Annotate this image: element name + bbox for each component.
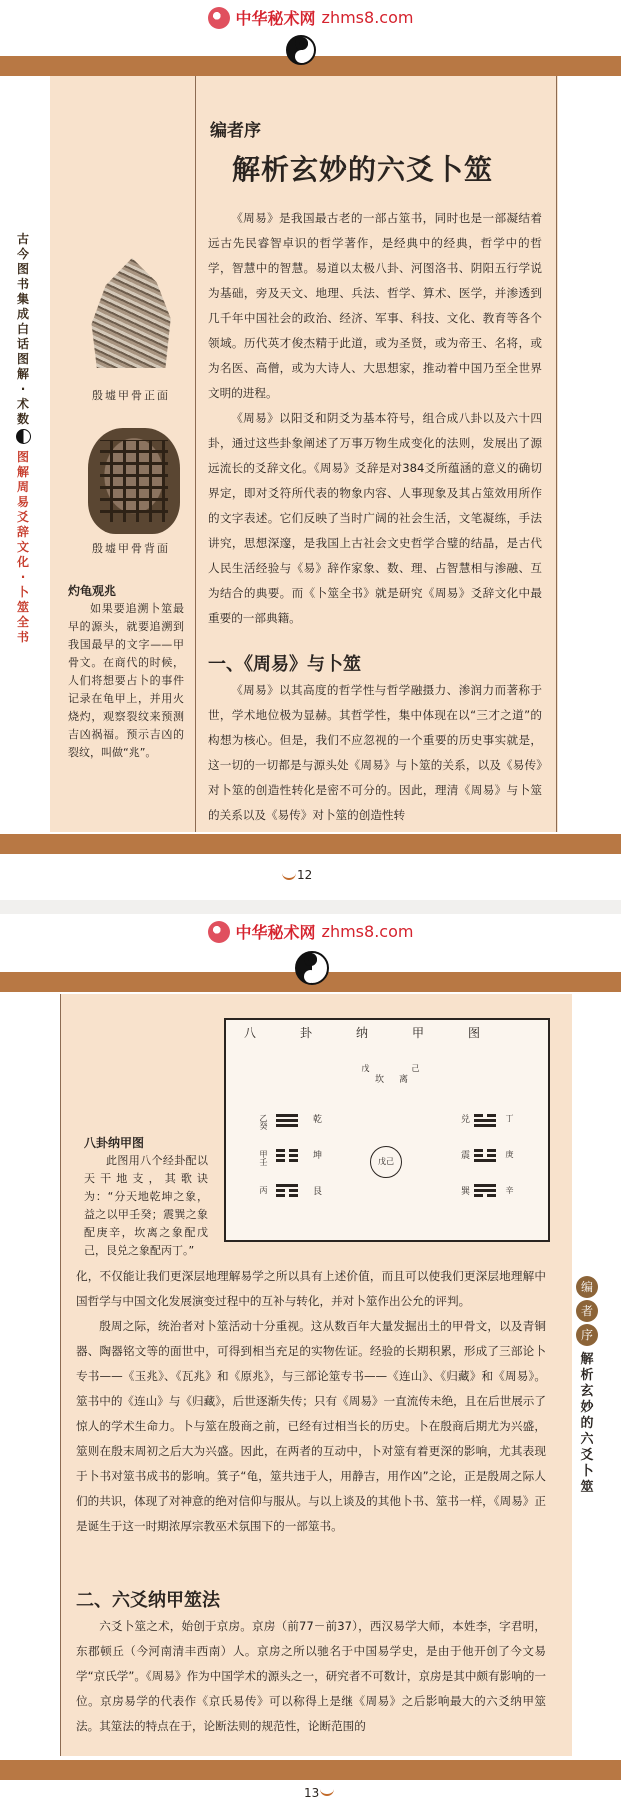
- site-url[interactable]: zhms8.com: [321, 922, 414, 941]
- right-border: [556, 76, 557, 832]
- site-url[interactable]: zhms8.com: [321, 8, 414, 27]
- page-12: [0, 0, 621, 900]
- diagram-stem-label: 辛: [505, 1186, 514, 1194]
- site-name: 中华秘术网: [235, 923, 316, 942]
- side-note-text: 如果要追溯卜筮最早的源头，就要追溯到我国最早的文字——甲骨文。在商代的时候，人们将想要占卜的事件记录在龟甲上，并用火烧灼，观察裂纹来预测吉凶祸福。预示吉凶的裂纹，叫做“兆”。: [68, 602, 184, 759]
- chapter-title-vertical: [578, 1352, 596, 1496]
- series-char: 集: [16, 292, 29, 306]
- series-char: 书: [16, 277, 29, 291]
- left-border: [60, 994, 61, 1756]
- column-divider: [195, 76, 196, 832]
- diagram-stem-label: 戊: [361, 1064, 370, 1072]
- trigram-zhen-icon: [474, 1149, 496, 1164]
- preface-body: [208, 206, 542, 631]
- preface-kicker: 编者序: [210, 121, 261, 141]
- chapter-title-char: 爻: [580, 1448, 594, 1463]
- continued-body: [76, 1264, 546, 1539]
- chapter-title-char: 妙: [580, 1400, 594, 1415]
- site-header: [0, 920, 621, 950]
- series-accent-char: 辞: [16, 525, 29, 539]
- yinyang-icon: [286, 35, 316, 65]
- series-accent-char: 周: [16, 480, 29, 494]
- series-char: 古: [16, 232, 29, 246]
- diagram-header: 八卦纳甲图: [244, 1026, 525, 1040]
- paragraph: 六爻卜筮之术，始创于京房。京房（前77－前37），西汉易学大师，本姓李，字君明，东郡顿丘（今河南清丰西南）人。京房之所以驰名于中国易学史，是由于他开创了今文易学“京氏学”。《周易》作为中国学术的源头之一，研究者不可数计，京房是其中颇有影响的一位。京房易学的代表作《京氏易传》可以称得上是继《周易》之后影响最大的六爻纳甲筮法。其筮法的特点在于，论断法则的规范性，论断范围的: [76, 1619, 546, 1733]
- trigram-xun-icon: [474, 1184, 496, 1199]
- series-accent-char: 文: [16, 540, 29, 554]
- chapter-title-char: 六: [580, 1432, 594, 1447]
- diagram-stem-label: 庚: [505, 1150, 514, 1158]
- section-title: 二、六爻纳甲筮法: [76, 1590, 220, 1611]
- chapter-title-char: 解: [580, 1352, 594, 1367]
- series-accent-char: 图: [16, 450, 29, 464]
- diagram-center: 戊己: [370, 1146, 402, 1178]
- preface-badge: 序: [576, 1324, 598, 1346]
- series-accent-char: 卜: [16, 585, 29, 599]
- page-number: 13: [304, 1786, 320, 1800]
- site-logo-icon: [208, 921, 230, 943]
- site-header: [0, 6, 621, 36]
- series-accent-char: 易: [16, 495, 29, 509]
- trigram-dui-icon: [474, 1114, 496, 1129]
- section-title: 一、《周易》与卜筮: [208, 654, 361, 675]
- series-accent-char: ·: [20, 570, 26, 584]
- bottom-band: [0, 834, 621, 854]
- trigram-label: 坎: [373, 1074, 383, 1083]
- page-title: 解析玄妙的六爻卜筮: [232, 153, 494, 186]
- series-accent-char: 全: [16, 615, 29, 629]
- caption-back: 殷墟甲骨背面: [92, 542, 170, 555]
- diagram-caption-title: 八卦纳甲图: [84, 1136, 145, 1150]
- side-note-title: 灼龟观兆: [68, 584, 117, 598]
- chapter-title-char: 筮: [580, 1480, 594, 1495]
- paragraph: 《周易》是我国最古老的一部占筮书，同时也是一部凝结着远古先民睿智卓识的哲学著作，是经典中的经典，哲学中的哲学，智慧中的智慧。易道以太极八卦、河图洛书、阴阳五行学说为基础，旁及天文、地理、兵法、哲学、算术、医学，并渗透到几千年中国社会的政治、经济、军事、科技、文化、教育等各个领域。历代英才俊杰精于此道，或为圣贤，或为帝王、名将，或为名医、高僧，或为大诗人、大思想家，推动着中国乃至全世界文明的进程。: [208, 211, 542, 400]
- chapter-title-char: 析: [580, 1368, 594, 1383]
- diagram-stem-label: 丁: [505, 1114, 514, 1122]
- caption-front: 殷墟甲骨正面: [92, 389, 170, 402]
- series-char: ·: [20, 382, 26, 396]
- trigram-label: 离: [397, 1074, 407, 1083]
- series-char: 图: [16, 352, 29, 366]
- diagram-stem-label: 己: [411, 1064, 420, 1072]
- series-char: 成: [16, 307, 29, 321]
- page-ornament-icon: [282, 870, 296, 880]
- trigram-label: 坤: [311, 1150, 321, 1159]
- section-body: [208, 678, 542, 828]
- chapter-title-char: 的: [580, 1416, 594, 1431]
- paragraph: 《周易》以阳爻和阴爻为基本符号，组合成八卦以及六十四卦，通过这些卦象阐述了万事万物生成变化的法则，发展出了源远流长的爻辞文化。《周易》爻辞是对384爻所蕴涵的意义的确切界定，即对爻符所代表的物象内容、人事现象及其占筮效用所作的文字表述。它们反映了当时广阔的社会生活，文笔凝练，手法讲究，思想深邃，是我国上古社会文史哲学合璧的结晶，是古代人民生活经验与《易》辞作家象、数、理、占智慧相与渗融、互为结合的典要。而《卜筮全书》就是研究《周易》爻辞文化中最重要的一部典籍。: [208, 411, 542, 625]
- site-name: 中华秘术网: [235, 9, 316, 28]
- small-yinyang-icon: [16, 429, 31, 444]
- preface-badge: 编: [576, 1276, 598, 1298]
- diagram-stem-label: 甲壬: [259, 1150, 268, 1166]
- series-accent-char: 爻: [16, 510, 29, 524]
- trigram-label: 乾: [311, 1114, 321, 1123]
- paragraph: 《周易》以其高度的哲学性与哲学融摄力、渗润力而著称于世，学术地位极为显赫。其哲学性，集中体现在以“三才之道”的构想为核心。但是，我们不应忽视的一个重要的历史事实就是，这一切的一切都是与源头处《周易》与卜筮的关系，以及《易传》对卜筮的创造性转化是密不可分的。因此，理清《周易》与卜筮的关系以及《易传》对卜筮的创造性转: [208, 683, 542, 822]
- section-body: [76, 1614, 546, 1739]
- diagram-caption-text: 此图用八个经卦配以天干地支，其歌诀为：“分天地乾坤之象，益之以甲壬癸；震巽之象配庚辛，坎离之象配戊己，艮兑之象配丙丁。”: [84, 1154, 208, 1257]
- diagram-stem-label: 乙癸: [259, 1114, 268, 1130]
- najia-diagram: [224, 1018, 550, 1242]
- series-char: 数: [16, 412, 29, 426]
- page-ornament-icon: [320, 1786, 334, 1796]
- trigram-label: 震: [459, 1150, 469, 1159]
- bottom-band: [0, 1760, 621, 1780]
- chapter-title-char: 玄: [580, 1384, 594, 1399]
- trigram-kun-icon: [276, 1149, 298, 1164]
- paragraph: 化，不仅能让我们更深层地理解易学之所以具有上述价值，而且可以使我们更深层地理解中国哲学与中国文化发展演变过程中的互补与转化，并对卜筮作出公允的评判。: [76, 1269, 546, 1308]
- site-logo-icon: [208, 7, 230, 29]
- series-char: 图: [16, 262, 29, 276]
- series-char: 白: [16, 322, 29, 336]
- series-accent-char: 书: [16, 630, 29, 644]
- series-char: 解: [16, 367, 29, 381]
- series-char: 今: [16, 247, 29, 261]
- oracle-bone-back-image: [88, 428, 180, 534]
- trigram-label: 艮: [311, 1186, 321, 1195]
- chapter-title-char: 卜: [580, 1464, 594, 1479]
- diagram-stem-label: 丙: [259, 1186, 268, 1194]
- bagua-yinyang-icon: [295, 951, 329, 985]
- paragraph: 殷周之际，统治者对卜筮活动十分重视。这从数百年大量发掘出土的甲骨文，以及青铜器、陶器铭文等的面世中，可得到相当充足的实物佐证。经验的长期积累，形成了三部论卜专书——《玉兆》、《瓦兆》和《原兆》，与三部论筮专书——《连山》、《归藏》和《周易》。筮书中的《连山》与《归藏》，后世逐渐失传；只有《周易》一直流传未绝，且在后世展示了惊人的学术生命力。卜与筮在殷商之前，已经有过相当长的历史。卜在殷商后期尤为兴盛，筮则在殷末周初之后大为兴盛。因此，在两者的互动中，卜对筮有着更深的影响，尤其表现于卜书对筮书成书的影响。箕子“龟，筮共违于人，用静吉，用作凶”之论，正是殷周之际人们的共识，体现了对神意的绝对信仰与服从。与以上谈及的其他卜书、筮书一样，《周易》正是诞生于这一时期浓厚宗教巫术氛围下的一部筮书。: [76, 1319, 546, 1533]
- series-title-vertical: [14, 232, 32, 645]
- trigram-gen-icon: [276, 1184, 298, 1199]
- series-accent-char: 解: [16, 465, 29, 479]
- series-accent-char: 化: [16, 555, 29, 569]
- preface-badge: 者: [576, 1300, 598, 1322]
- page-13: [0, 914, 621, 1804]
- series-char: 话: [16, 337, 29, 351]
- trigram-label: 兑: [459, 1114, 469, 1123]
- page-number: 12: [297, 868, 313, 882]
- series-accent-char: 筮: [16, 600, 29, 614]
- trigram-label: 巽: [459, 1186, 469, 1195]
- trigram-qian-icon: [276, 1114, 298, 1129]
- series-char: 术: [16, 397, 29, 411]
